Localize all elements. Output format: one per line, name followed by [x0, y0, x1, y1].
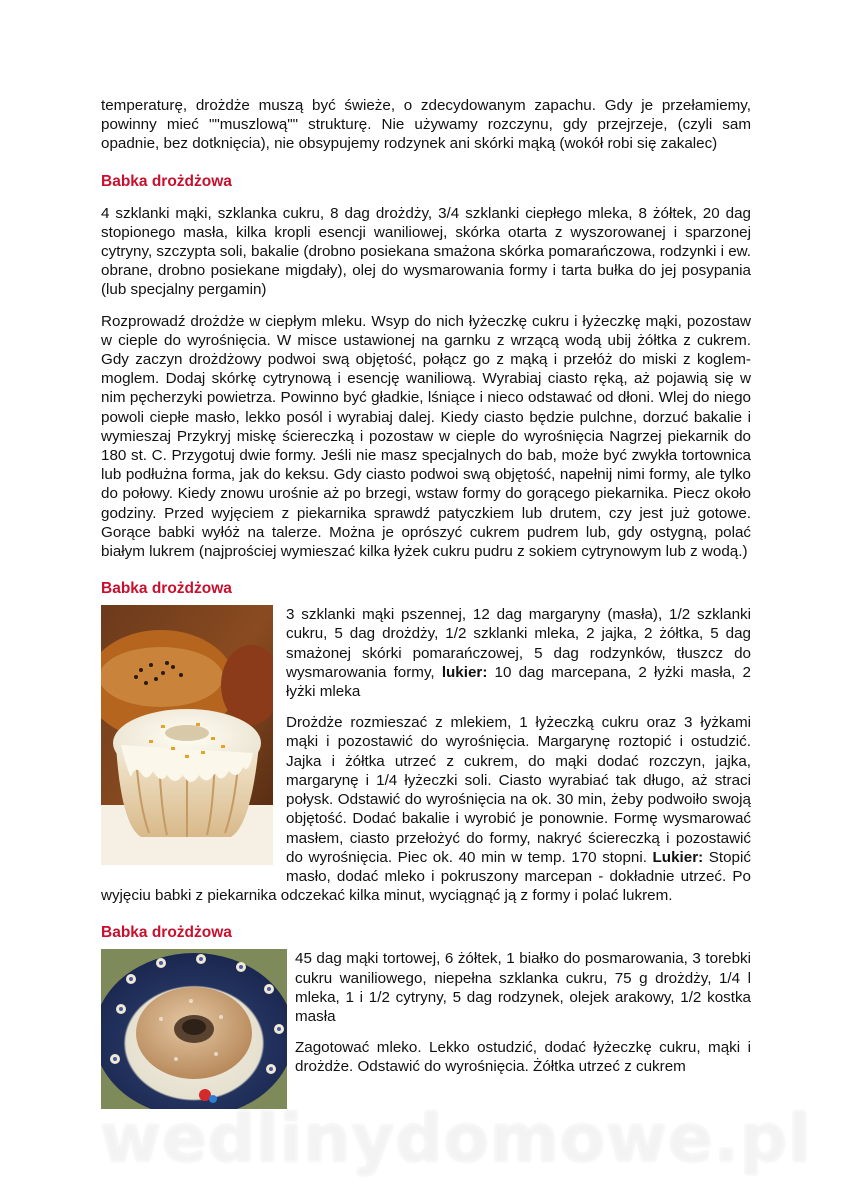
recipe-1-ingredients: 4 szklanki mąki, szklanka cukru, 8 dag drożdży, 3/4 szklanki ciepłego mleka, 8 żółtek, 20 dag stopionego masła, kilka kropli esencji waniliowej, skórka otarta z wyszorowanej i sparzonej cytryny, szczypta soli, bakalie (drobno posiekana smażona skórka pomarańczowa, rodzynki i ew. obrane, drobno posiekane migdały), olej do wysmarowania formy i tarta bułka do jej posypania (lub specjalny pergamin) — [101, 204, 751, 299]
recipe-2-lukier-label-2: Lukier: — [652, 848, 704, 866]
recipe-1-title: Babka drożdżowa — [101, 172, 232, 190]
recipe-3-title: Babka drożdżowa — [101, 924, 232, 942]
recipe-2-title: Babka drożdżowa — [101, 580, 232, 598]
watermark-text: wedlinydomowe.pl — [100, 1100, 812, 1177]
iced-bundt-cake-image — [101, 605, 273, 865]
recipe-2-ingredients-text: 3 szklanki mąki pszennej, 12 dag margaryny (masła), 1/2 szklanki cukru, 5 dag drożdży, 1/2 szklanki mleka, 2 jajka, 2 żółtka, 5 dag smażonej skórki pomarańczowej, 5 dag rodzynków, tłuszcz do wysmarowania formy, — [286, 606, 751, 681]
recipe-2-photo — [101, 605, 273, 865]
recipe-3-photo — [101, 949, 287, 1109]
document-page — [101, 96, 751, 1113]
recipe-3-method: Zagotować mleko. Lekko ostudzić, dodać łyżeczkę cukru, mąki i drożdże. Odstawić do wyrośnięcia. Żółtka utrzeć z cukrem — [295, 1039, 751, 1076]
recipe-2-method-text: Drożdże rozmieszać z mlekiem, 1 łyżeczką cukru oraz 3 łyżkami mąki i pozostawić do wyrośnięcia. Margarynę roztopić i ostudzić. Jajka i żółtka utrzeć z cukrem, do mąki dodać rozczyn, jajka, margarynę i 1/4 łyżeczki soli. Ciasto wyrabiać tak długo, aż straci połysk. Odstawić do wyrośnięcia na ok. 30 min, żeby podwoiło swoją objętość. Dodać bakalie i wyrobić je ponownie. Formę wysmarować masłem, ciasto przełożyć do formy, nakryć ściereczką i pozostawić do wyrośnięcia. Piec ok. 40 min w temp. 170 stopni. — [286, 714, 751, 866]
recipe-2-lukier-method: Stopić masło, dodać mleko i pokruszony marcepan - dokładnie utrzeć. Po wyjęciu babki z piekarnika odczekać kilka minut, wyciągnąć ją z formy i polać lukrem. — [101, 848, 751, 905]
recipe-1-method: Rozprowadź drożdże w ciepłym mleku. Wsyp do nich łyżeczkę cukru i łyżeczkę mąki, pozostaw w cieple do wyrośnięcia. W misce ustawionej na garnku z wrzącą wodą ubij żółtka z cukrem. Gdy zaczyn drożdżowy podwoi swą objętość, połącz go z mąką i przełóż do miski z koglem-moglem. Dodaj skórkę cytrynową i esencję waniliową. Wyrabiaj ciasto ręką, aż pojawią się w nim pęcherzyki powietrza. Powinno być gładkie, lśniące i nieco odstawać od dłoni. Wlej do niego powoli ciepłe masło, lekko posól i wyrabiaj dalej. Kiedy ciasto będzie pulchne, dorzuć bakalie i wymieszaj Przykryj miskę ściereczką i pozostaw w cieple do wyrośnięcia Nagrzej piekarnik do 180 st. C. Przygotuj dwie formy. Jeśli nie masz specjalnych do bab, może być zwykła tortownica lub podłużna forma, jak do keksu. Gdy ciasto podwoi swą objętość, napełnij nimi formy, ale tylko do połowy. Kiedy znowu urośnie aż po brzegi, wstaw formy do gorącego piekarnika. Piecz około godziny. Przed wyjęciem z piekarnika sprawdź patyczkiem lub drutem, czy jest już gotowe. Gorące babki wyłóż na talerze. Można je oprószyć cukrem pudrem lub, gdy ostygną, polać białym lukrem (najprościej wymieszać kilka łyżek cukru pudru z sokiem cytrynowym lub z wodą.) — [101, 312, 751, 561]
recipe-3-ingredients: 45 dag mąki tortowej, 6 żółtek, 1 białko do posmarowania, 3 torebki cukru waniliowego, niepełna szklanka cukru, 75 g drożdży, 1/4 l mleka, 1 i 1/2 cytryny, 5 dag rodzynek, olejek arakowy, 1/2 kostka masła — [295, 950, 751, 1025]
recipe-2-lukier-ingredients: 10 dag marcepana, 2 łyżki masła, 2 łyżki mleka — [286, 663, 751, 701]
recipe-2-lukier-label: lukier: — [441, 663, 488, 681]
bundt-cake-on-plate-image — [101, 949, 287, 1109]
intro-paragraph: temperaturę, drożdże muszą być świeże, o zdecydowanym zapachu. Gdy je przełamiemy, powinny mieć ""muszlową"" strukturę. Nie używamy rozczynu, gdy przejrzeje, (czyli sam opadnie, bez dotknięcia), nie obsypujemy rodzynek ani skórki mąką (wokół robi się zakalec) — [101, 97, 751, 153]
